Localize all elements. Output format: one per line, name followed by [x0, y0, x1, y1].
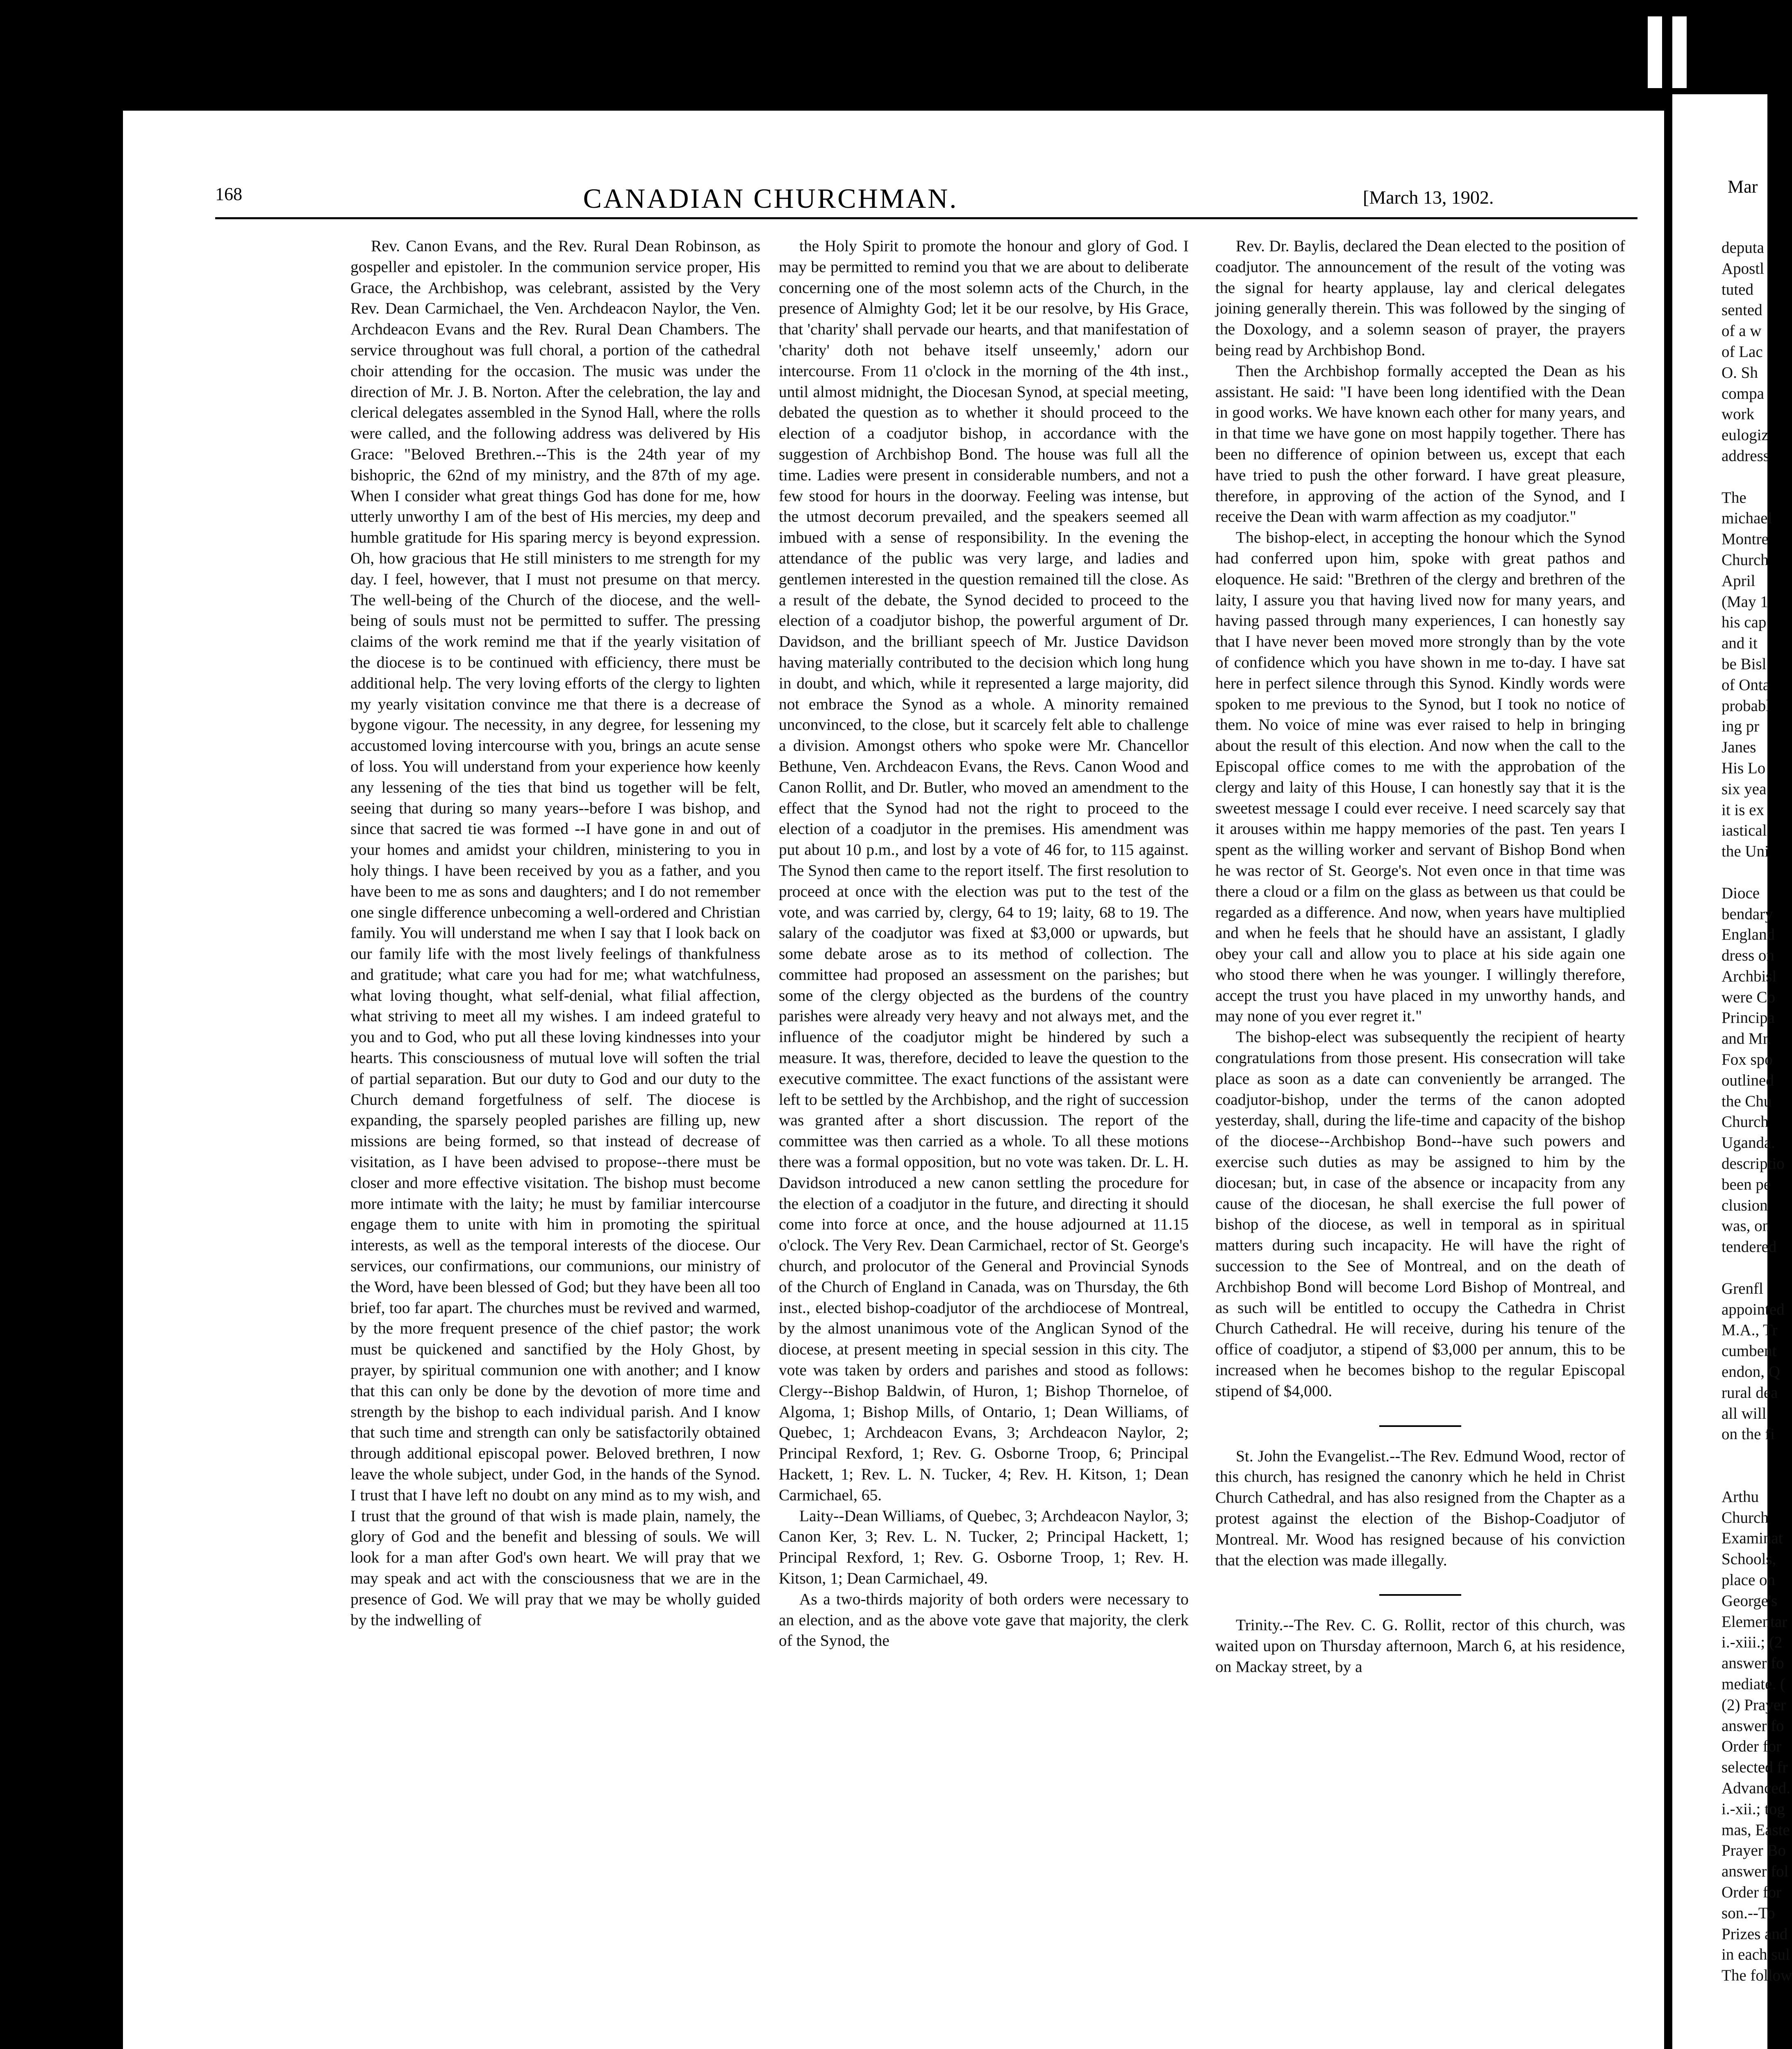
facing-page-line: cumbent [1722, 1342, 1777, 1360]
facing-page-line: The follow [1722, 1967, 1792, 1985]
facing-page-line: Apostl [1722, 259, 1765, 277]
paragraph: The bishop-elect, in accepting the honour which the Synod had conferred upon him, spoke with great pathos and eloquence. He said: "Brethren of the clergy and brethren of the laity, I assure you that having lived now for many years, and having passed through many experiences, I can honestly say that I have never been moved more strongly than by the vote of confidence which you have shown in me to-day. I have sat here in perfect silence through this Synod. Kindly words were spoken to me previous to the Synod, but I took no notice of them. No voice of mine was ever raised to help in bringing about the result of this election. And now when the call to the Episcopal office comes to me with the approbation of the clergy and laity of this House, I can honestly say that it is the sweetest message I could ever receive. I need scarcely say that it arouses within me happy memories of the past. Ten years I spent as the willing worker and servant of Bishop Bond when he was rector of St. George's. Not even once in that time was there a cloud or a film on the glass as between us that could be regarded as a difference. And now, when years have multiplied and when he feels that he should have an assistant, I gladly obey your call and allow you to place at his side again one who stood there when he was younger. I willingly therefore, accept the trust you have placed in my unworthy hands, and may none of you ever regret it." [1215, 528, 1625, 1025]
facing-page-line: address [1722, 447, 1769, 465]
facing-page-line: The [1722, 488, 1747, 507]
paragraph: Rev. Canon Evans, and the Rev. Rural Dean Robinson, as gospeller and epistoler. In the communion service proper, His Grace, the Archbishop, was celebrant, assisted by the Very Rev. Dean Carmichael, the Ven. Archdeacon Naylor, the Ven. Archdeacon Evans and the Rev. Rural Dean Chambers. The service throughout was full choral, a portion of the cathedral choir attending for the occasion. The music was under the direction of Mr. J. B. Norton. After the celebration, the lay and clerical delegates assembled in the Synod Hall, where the rolls were called, and the following address was delivered by His Grace: "Beloved Brethren.--This is the 24th year of my bishopric, the 62nd of my ministry, and the 87th of my age. When I consider what great things God has done for me, how utterly unworthy I am of the best of His mercies, my deep and humble gratitude for His sparing mercy is beyond expression. Oh, how gracious that He still ministers to me strength for my day. I feel, however, that I must not presume on that mercy. The well-being of the Church of the diocese, and the well-being of souls must not be permitted to suffer. The pressing claims of the work remind me that if the yearly visitation of the diocese is to be continued with efficiency, there must be additional help. The very loving efforts of the clergy to lighten my yearly visitation convince me that there is a decrease of bygone vigour. The necessity, in any degree, for lessening my accustomed loving intercourse with you, brings an acute sense of loss. You will understand from your experience how keenly any lessening of the ties that bind us together will be felt, seeing that during so many years--before I was bishop, and since that sacred tie was formed --I have gone in and out of your homes and amidst your children, ministering to you in holy things. I have been received by you as a father, and you have been to me as sons and daughters; and I do not remember one single difference unbecoming a well-ordered and Christian family. You will understand me when I say that I look back on our family life with the most lively feelings of thankfulness and gratitude; what care you had for me; what watchfulness, what loving thought, what self-denial, what filial affection, what striving to meet all my wishes. I am indeed grateful to you and to God, who put all these loving kindnesses into your hearts. This consciousness of mutual love will soften the trial of partial separation. But our duty to God and our duty to the Church demand forgetfulness of self. The diocese is expanding, the sparsely peopled parishes are filling up, new missions are being formed, so that instead of decrease of visitation, as I have been advised to propose--there must be closer and more effective visitation. The bishop must become more intimate with the laity; he must by familiar intercourse engage them to unite with him in promoting the spiritual interests, as well as the temporal interests of the diocese. Our services, our confirmations, our communions, our ministry of the Word, have been blessed of God; but they have been all too brief, too far apart. The churches must be revived and warmed, by the more frequent presence of the chief pastor; the work must be quickened and sanctified by the Holy Ghost, by prayer, by spiritual communion one with another; and I know that this can only be done by the devotion of more time and strength by the bishop to each individual parish. And I know that such time and strength can only be satisfactorily obtained through additional episcopal power. Beloved brethren, I now leave the whole subject, under God, in the hands of the Synod. I trust that I have left no doubt on any mind as to my wish, and I trust that the ground of that wish is made plain, namely, the glory of God and the benefit and blessing of souls. We will look for a man after God's own heart. We will pray that we may speak and act with the consciousness that we are in the presence of God. We will pray that we may be wholly guided by the indwelling of [350, 237, 760, 1629]
facing-page-line [1722, 1445, 1767, 1466]
facing-page-line: appointed [1722, 1300, 1785, 1318]
paragraph-trinity: Trinity.--The Rev. C. G. Rollit, rector of this church, was waited upon on Thursday afternoon, March 6, at his residence, on Mackay street, by a [1215, 1616, 1625, 1676]
facing-page-line: and Mr. [1722, 1030, 1772, 1048]
facing-page-line: Arthu [1722, 1488, 1759, 1506]
facing-page-line: the Uni [1722, 843, 1769, 861]
facing-page-line: April [1722, 572, 1756, 590]
facing-page-line: answer fol [1722, 1863, 1789, 1881]
scanner-bar-top [1648, 16, 1662, 88]
facing-page-line: michael [1722, 509, 1772, 527]
facing-page-line: Fox spo [1722, 1051, 1773, 1069]
paragraph-st-john: St. John the Evangelist.--The Rev. Edmund Wood, rector of this church, has resigned the canonry which he held in Christ Church Cathedral, and has also resigned from the Chapter as a protest against the election of the Bishop-Coadjutor of Montreal. Mr. Wood has resigned because of his conviction that the election was made illegally. [1215, 1447, 1625, 1569]
facing-page-line: Uganda. [1722, 1134, 1776, 1152]
facing-page-line: endon, Q [1722, 1363, 1780, 1381]
facing-page-line: been pe [1722, 1175, 1771, 1193]
masthead-title: CANADIAN CHURCHMAN. [583, 183, 958, 214]
facing-page-line: (2) Prayer [1722, 1696, 1786, 1714]
header-rule [215, 217, 1637, 219]
facing-page-line: on the fi [1722, 1425, 1775, 1443]
facing-page-line: Montre [1722, 530, 1769, 548]
facing-page-line: be Bisl [1722, 655, 1767, 673]
facing-page-line: Schools, [1722, 1550, 1776, 1568]
facing-page-line: M.A., Tr [1722, 1321, 1778, 1339]
paragraph: Laity--Dean Williams, of Quebec, 3; Archdeacon Naylor, 3; Canon Ker, 3; Rev. L. N. Tucker, 2; Principal Hackett, 1; Principal Rexford, 1; Rev. G. Osborne Troop, 1; Rev. H. Kitson, 1; Dean Carmichael, 49. [779, 1506, 1189, 1587]
facing-page-line: Order for [1722, 1883, 1782, 1901]
facing-page-line: Archbisl [1722, 967, 1777, 985]
facing-page-line: were Co [1722, 988, 1776, 1006]
facing-page-line: of Lac [1722, 343, 1763, 361]
facing-page-line: tuted [1722, 280, 1753, 298]
facing-page-line: descriptio [1722, 1155, 1785, 1173]
facing-page-line: mas, Easte [1722, 1821, 1790, 1839]
page-number: 168 [215, 184, 242, 204]
paragraph: Then the Archbishop formally accepted the Dean as his assistant. He said: "I have been long identified with the Dean in good works. We have known each other for many years, and in that time we have gone on most happily together. There has been no difference of opinion between us, except that each have tried to push the other forward. I have great pleasure, therefore, in approving of the action of the Synod, and I receive the Dean with warm affection as my coadjutor." [1215, 361, 1625, 526]
facing-page-line: (May 1 [1722, 593, 1768, 611]
facing-page-line: dress on [1722, 947, 1774, 965]
facing-page-line: it is ex [1722, 801, 1764, 819]
facing-page-line [1722, 862, 1767, 883]
facing-page-line: Prizes and [1722, 1925, 1788, 1943]
facing-page-line: of Onta [1722, 676, 1770, 694]
facing-page-line: Advanced. [1722, 1779, 1790, 1797]
facing-page-line: Grenfl [1722, 1279, 1763, 1297]
paragraph: Rev. Dr. Baylis, declared the Dean elected to the position of coadjutor. The announcement of the result of the voting was the signal for hearty applause, lay and clerical delegates joining generally therein. This was followed by the singing of the Doxology, and a solemn season of prayer, the prayers being read by Archbishop Bond. [1215, 237, 1625, 359]
facing-page-line: Principa [1722, 1009, 1775, 1027]
facing-page-line: Dioce [1722, 884, 1760, 902]
facing-page-line: England [1722, 926, 1775, 944]
facing-page-line: his cap [1722, 613, 1767, 632]
facing-page-line: and it [1722, 634, 1758, 652]
paragraph: the Holy Spirit to promote the honour and glory of God. I may be permitted to remind you that we are about to deliberate concerning one of the most solemn acts of the Church, in the presence of Almighty God; let it be our resolve, by His Grace, that 'charity' shall pervade our hearts, and that manifestation of 'charity' doth not behave itself unseemly,' adorn our intercourse. From 11 o'clock in the morning of the 4th inst., until almost midnight, the Diocesan Synod, at special meeting, debated the question as to whether it should proceed to the election of a coadjutor bishop, in accordance with the suggestion of Archbishop Bond. The house was full all the time. Ladies were present in considerable numbers, and not a few stood for hours in the doorway. Feeling was intense, but the utmost decorum prevailed, and the speakers seemed all imbued with a sense of responsibility. In the evening the attendance of the public was very large, and ladies and gentlemen interested in the question remained till the close. As a result of the debate, the Synod decided to proceed to the election of a coadjutor bishop, the powerful argument of Dr. Davidson, and the brilliant speech of Mr. Justice Davidson having materially contributed to the decision which long hung in doubt, and which, while it represented a large majority, did not embrace the Synod as a whole. A minority remained unconvinced, to the close, but it scarcely felt able to challenge a division. Amongst others who spoke were Mr. Chancellor Bethune, Ven. Archdeacon Evans, the Revs. Canon Wood and Canon Rollit, and Dr. Butler, who moved an amendment to the effect that the Synod had not the right to proceed to the election of a coadjutor in the premises. His amendment was put about 10 p.m., and lost by a vote of 46 for, to 115 against. The Synod then came to the report itself. The first resolution to proceed at once with the election was put to the test of the vote, and was carried by, clergy, 64 to 19; laity, 68 to 19. The salary of the coadjutor was fixed at $3,000 or upwards, but some debate arose as to its method of collection. The committee had proposed an assessment on the parishes; but some of the clergy objected as the burdens of the country parishes were already very heavy and not always met, and the influence of the coadjutor might be hindered by such a measure. It was, therefore, decided to leave the question to the executive committee. The exact functions of the assistant were left to be settled by the Archbishop, and the right of succession was granted after a short discussion. The report of the committee was then carried as a whole. To all these motions there was a formal opposition, but no vote was taken. Dr. L. H. Davidson introduced a new canon settling the procedure for the election of a coadjutor in the future, and directing it should come into force at once, and the house adjourned at 11.15 o'clock. The Very Rev. Dean Carmichael, rector of St. George's church, and prolocutor of the General and Provincial Synods of the Church of England in Canada, was on Thursday, the 6th inst., elected bishop-coadjutor of the archdiocese of Montreal, by the almost unanimous vote of the Anglican Synod of the diocese, at present meeting in special session in this city. The vote was taken by orders and parishes and stood as follows: Clergy--Bishop Baldwin, of Huron, 1; Bishop Thorneloe, of Algoma, 1; Bishop Mills, of Ontario, 1; Dean Williams, of Quebec, 1; Archdeacon Evans, 3; Archdeacon Naylor, 2; Principal Rexford, 1; Rev. G. Osborne Troop, 6; Principal Hackett, 1; Rev. L. N. Tucker, 4; Rev. H. Kitson, 1; Dean Carmichael, 65. [779, 237, 1189, 1504]
section-divider [1379, 1594, 1461, 1596]
facing-page-line: the Chu [1722, 1092, 1772, 1110]
facing-page-line: O. Sh [1722, 363, 1758, 382]
facing-page-line: i.-xii.; tog [1722, 1800, 1785, 1818]
facing-page-line: son.--To [1722, 1904, 1775, 1922]
facing-page-line: i.-xiii.; (2 [1722, 1633, 1783, 1651]
facing-page-line: mediate. ( [1722, 1675, 1785, 1693]
facing-page-line: iastical [1722, 822, 1767, 840]
facing-page-line: work [1722, 405, 1755, 423]
facing-page-line: Order for [1722, 1738, 1782, 1756]
facing-page-line: answer fo [1722, 1654, 1784, 1672]
facing-page-line: ing pr [1722, 718, 1760, 736]
facing-page-line: Janes [1722, 738, 1756, 756]
facing-page-line: rural dea [1722, 1383, 1778, 1402]
facing-page-line: Prayer Bo [1722, 1842, 1786, 1860]
facing-page-line: in each sul [1722, 1946, 1790, 1964]
facing-page-line: tendered [1722, 1238, 1777, 1256]
facing-page-line: probabl [1722, 697, 1771, 715]
facing-page-line: six yea [1722, 780, 1767, 798]
facing-page-line: all will [1722, 1404, 1767, 1422]
facing-page-line: Elementar [1722, 1613, 1787, 1631]
facing-page-line [1722, 1466, 1767, 1487]
facing-page-line: clusion [1722, 1196, 1768, 1214]
facing-page-line: bendary [1722, 905, 1773, 923]
section-divider [1379, 1425, 1461, 1427]
facing-page-header: Mar [1728, 177, 1758, 197]
column-3 [1215, 236, 1625, 1677]
facing-page-line: answer fo [1722, 1717, 1784, 1735]
scanner-bar-top-2 [1672, 16, 1687, 88]
facing-page-line: selected fr [1722, 1758, 1788, 1776]
facing-page-line: His Lo [1722, 759, 1766, 777]
facing-page-line: Church [1722, 551, 1769, 569]
facing-page-line: place on [1722, 1571, 1776, 1589]
facing-page-line: compa [1722, 384, 1764, 402]
facing-page-line: sented [1722, 301, 1762, 319]
facing-page-line: George's [1722, 1592, 1778, 1610]
facing-page-column [1722, 238, 1792, 1986]
paragraph: As a two-thirds majority of both orders were necessary to an election, and as the above vote gave that majority, the clerk of the Synod, the [779, 1590, 1189, 1650]
facing-page-line: eulogiz [1722, 426, 1769, 444]
issue-date: [March 13, 1902. [1363, 187, 1494, 208]
column-1 [350, 236, 760, 1630]
paragraph: The bishop-elect was subsequently the recipient of hearty congratulations from those present. His consecration will take place as soon as a date can conveniently be arranged. The coadjutor-bishop, under the terms of the canon adopted yesterday, shall, during the life-time and capacity of the bishop of the diocese--Archbishop Bond--have such powers and exercise such duties as may be assigned to him by the diocesan; but, in case of the absence or incapacity from any cause of the diocesan, he shall exercise the full power of bishop of the diocese, as well in temporal as in spiritual matters during such incapacity. He will have the right of succession to the See of Montreal, and on the death of Archbishop Bond will become Lord Bishop of Montreal, and as such will be entitled to occupy the Cathedra in Christ Church Cathedral. He will receive, during his tenure of the office of coadjutor, a stipend of $3,000 per annum, this to be increased when he becomes bishop to the regular Episcopal stipend of $4,000. [1215, 1028, 1625, 1400]
facing-page-line: deputa [1722, 239, 1764, 257]
facing-page-line [1722, 467, 1767, 488]
facing-page-line: Examinat [1722, 1529, 1783, 1547]
facing-page-line [1722, 1258, 1767, 1279]
facing-page-line: Church [1722, 1508, 1769, 1527]
facing-page-line: was, on [1722, 1217, 1771, 1235]
column-2 [779, 236, 1189, 1651]
facing-page-line: Church [1722, 1113, 1769, 1131]
facing-page-line: of a w [1722, 322, 1762, 340]
facing-page-line: outlined [1722, 1071, 1774, 1089]
